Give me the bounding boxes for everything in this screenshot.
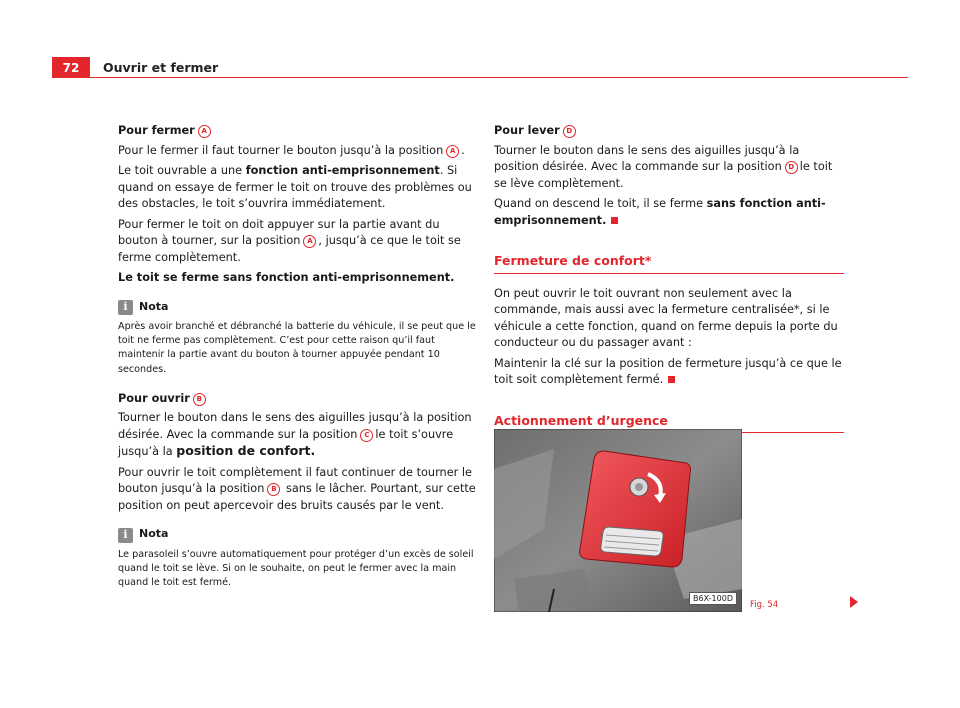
close-heading: Pour fermer A <box>118 123 478 140</box>
info-note-icon: i <box>118 300 133 315</box>
position-d-badge: D <box>563 125 576 138</box>
lift-heading: Pour lever D <box>494 123 844 140</box>
comfort-section-title: Fermeture de confort* <box>494 253 844 274</box>
figure-caption: Fig. 54 <box>750 600 779 610</box>
note-1-heading: i Nota <box>118 299 478 316</box>
page-number: 72 <box>52 57 90 78</box>
position-c-badge: C <box>360 429 373 442</box>
close-paragraph-1: Pour le fermer il faut tourner le bouton jusqu’à la position A . <box>118 143 465 157</box>
roof-control-illustration <box>494 429 742 612</box>
comfort-paragraph-1: On peut ouvrir le toit ouvrant non seulement avec la commande, mais aussi avec la fermeture centralisée*, si le véhicule a cette fonction, quand on ferme depuis la porte du conducteur ou du passager avant : <box>494 286 838 349</box>
position-d-badge: D <box>785 161 798 174</box>
lift-paragraph-2: Quand on descend le toit, il se ferme sans fonction anti-emprisonnement. <box>494 197 826 227</box>
position-a-badge: A <box>198 125 211 138</box>
info-note-icon: i <box>118 528 133 543</box>
close-paragraph-2: Le toit ouvrable a une fonction anti-emprisonnement. Si quand on essaye de fermer le toit on trouve des problèmes ou des obstacles, le toit s’ouvrira immédiatement. <box>118 164 472 210</box>
section-end-marker <box>611 217 618 224</box>
close-paragraph-3: Pour fermer le toit on doit appuyer sur la partie avant du bouton à tourner, sur la position A , jusqu’à ce que le toit se ferme complètement. <box>118 217 461 264</box>
position-b-badge: B <box>193 393 206 406</box>
position-b-badge: B <box>267 483 280 496</box>
section-end-marker <box>668 376 675 383</box>
note-2-heading: i Nota <box>118 526 478 543</box>
position-a-badge: A <box>446 145 459 158</box>
next-page-arrow-icon <box>850 596 858 608</box>
right-column <box>494 123 844 445</box>
open-heading: Pour ouvrir B <box>118 391 478 408</box>
emergency-section-title: Actionnement d’urgence <box>494 413 844 434</box>
chapter-title: Ouvrir et fermer <box>103 60 219 75</box>
figure-code-label: B6X-100D <box>689 592 737 605</box>
open-paragraph-2: Pour ouvrir le toit complètement il faut continuer de tourner le bouton jusqu’à la position B sans le lâcher. Pourtant, sur cette position on peut apercevoir des bruits causés par le vent. <box>118 465 476 512</box>
note-1-text: Après avoir branché et débranché la batterie du véhicule, il se peut que le toit ne ferme pas complètement. C’est pour cette raison qu’il faut maintenir la partie avant du bouton à tourner appuyée pendant 10 secondes. <box>118 321 476 375</box>
open-paragraph-1: Tourner le bouton dans le sens des aiguilles jusqu’à la position désirée. Avec la commande sur la position C le toit s’ouvre jusqu’à la position de confort. <box>118 411 472 459</box>
roof-control-figure <box>494 429 742 612</box>
position-a-badge: A <box>303 235 316 248</box>
lift-paragraph-1: Tourner le bouton dans le sens des aiguilles jusqu’à la position désirée. Avec la commande sur la position D le toit se lève complètement. <box>494 143 833 190</box>
left-column <box>118 123 478 604</box>
close-paragraph-4: Le toit se ferme sans fonction anti-emprisonnement. <box>118 271 455 284</box>
comfort-paragraph-2: Maintenir la clé sur la position de fermeture jusqu’à ce que le toit soit complètement fermé. <box>494 356 842 386</box>
header-rule <box>52 77 908 78</box>
note-2-text: Le parasoleil s’ouvre automatiquement pour protéger d’un excès de soleil quand le toit se lève. Si on le souhaite, on peut le fermer avec la main quand le toit est fermé. <box>118 548 474 589</box>
